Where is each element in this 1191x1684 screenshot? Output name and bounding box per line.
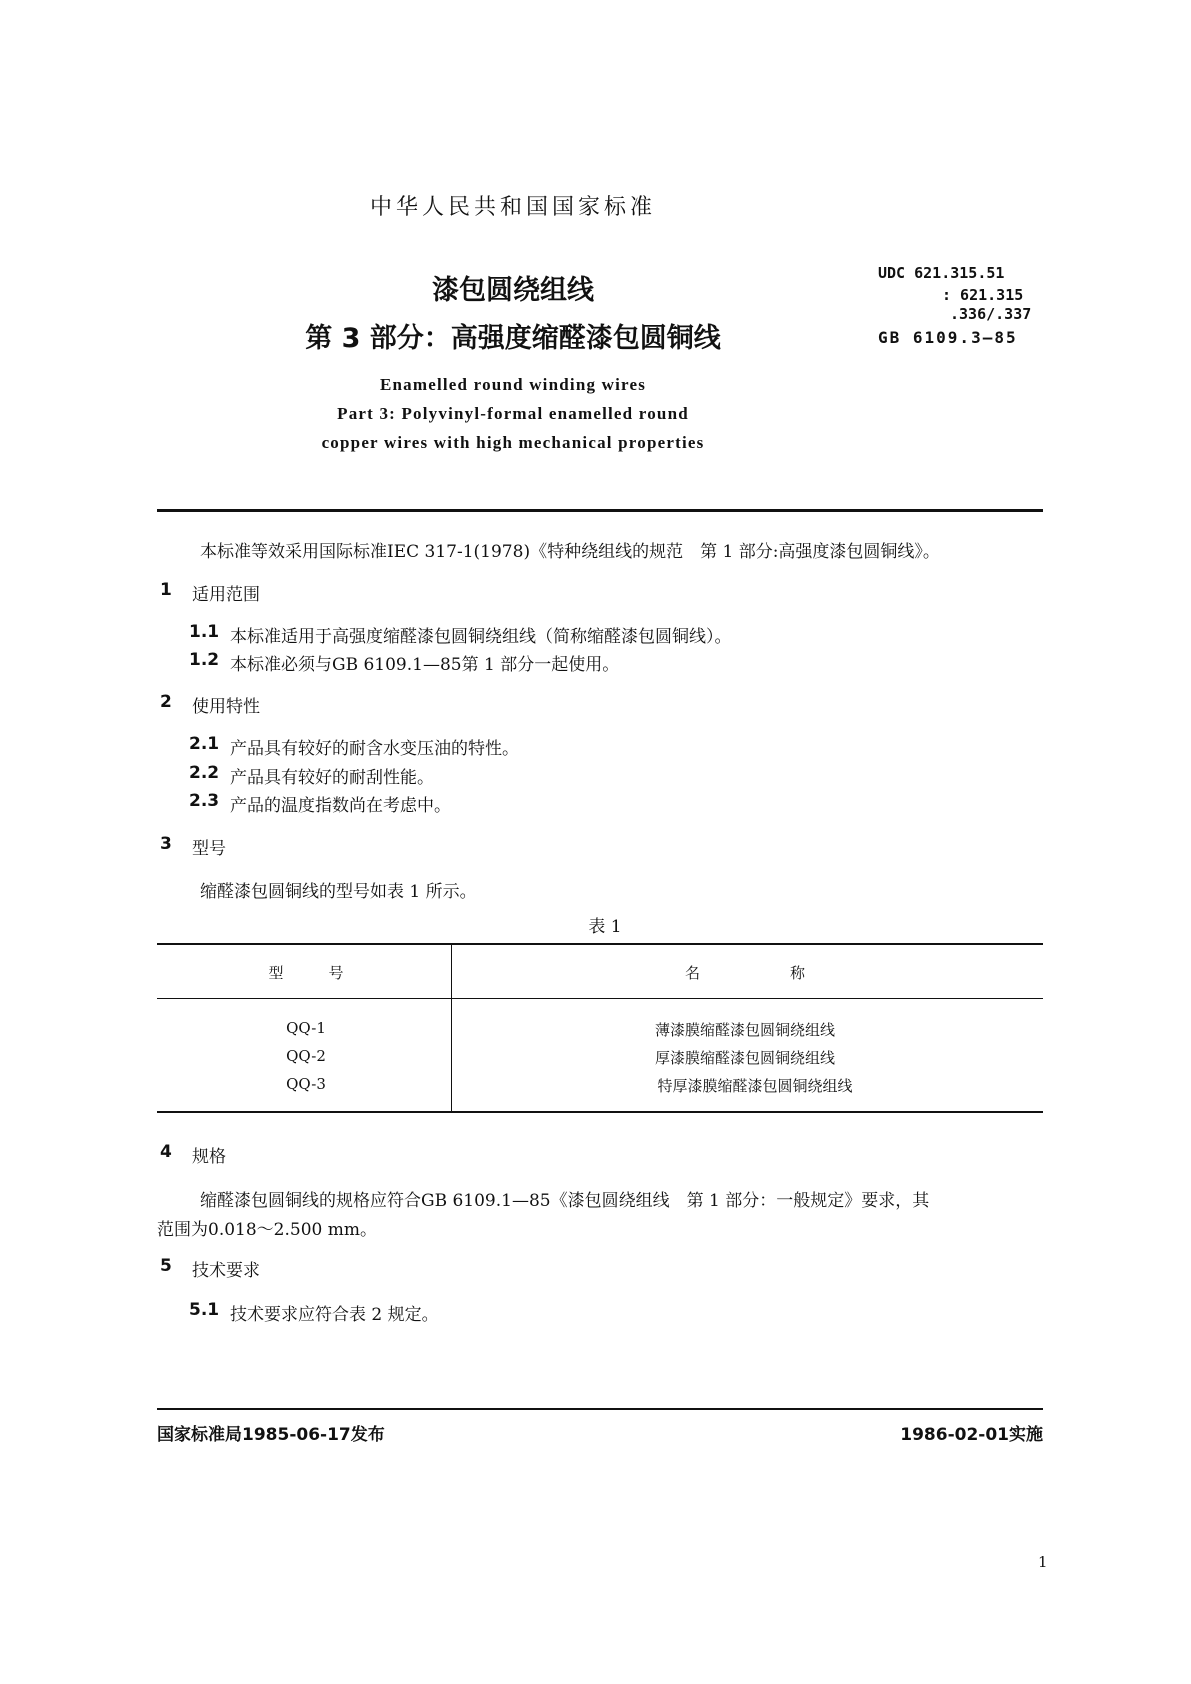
- clause-number: 1.2: [189, 650, 220, 670]
- clause-text: 技术要求应符合表 2 规定。: [230, 1305, 439, 1325]
- clause-number: 1.1: [189, 622, 220, 642]
- standard-code: GB 6109.3—85: [878, 328, 1018, 347]
- title-en-3: copper wires with high mechanical properties: [321, 433, 705, 452]
- section-4-text: 缩醛漆包圆铜线的规格应符合GB 6109.1—85《漆包圆绕组线 第 1 部分：一般规定》要求，其: [200, 1191, 930, 1211]
- table-cell: 特厚漆膜缩醛漆包圆铜绕组线: [657, 1077, 853, 1095]
- title-en-2: Part 3: Polyvinyl-formal enamelled round: [337, 404, 689, 423]
- table-cell: 薄漆膜缩醛漆包圆铜绕组线: [654, 1021, 836, 1039]
- clause-text: 本标准适用于高强度缩醛漆包圆铜绕组线（简称缩醛漆包圆铜线）。: [230, 627, 732, 647]
- clause-text: 产品的温度指数尚在考虑中。: [230, 796, 451, 816]
- table-cell: QQ-2: [286, 1047, 326, 1065]
- section-5-number: 5: [160, 1256, 172, 1276]
- table-cell: QQ-3: [286, 1075, 326, 1093]
- table-cell: QQ-1: [286, 1019, 326, 1037]
- section-4-text-cont: 范围为0.018～2.500 mm。: [157, 1220, 377, 1240]
- clause-number: 2.1: [189, 734, 220, 754]
- effective-date: 1986-02-01实施: [900, 1425, 1043, 1445]
- section-4-number: 4: [160, 1142, 172, 1162]
- section-3-text: 缩醛漆包圆铜线的型号如表 1 所示。: [200, 882, 477, 902]
- issuer: 中华人民共和国国家标准: [369, 195, 657, 220]
- table-caption: 表 1: [588, 917, 622, 937]
- clause-number: 2.3: [189, 791, 220, 811]
- footer-rule: [157, 1408, 1043, 1410]
- clause-number: 5.1: [189, 1300, 220, 1320]
- section-3-number: 3: [160, 834, 172, 854]
- issue-date: 国家标准局1985-06-17发布: [157, 1425, 385, 1445]
- udc-line-1: UDC 621.315.51: [878, 264, 1005, 282]
- header-rule: [157, 509, 1043, 512]
- table-cell: 厚漆膜缩醛漆包圆铜绕组线: [654, 1049, 836, 1067]
- title-en-1: Enamelled round winding wires: [379, 375, 647, 394]
- section-5-title: 技术要求: [192, 1261, 260, 1281]
- clause-text: 本标准必须与GB 6109.1—85第 1 部分一起使用。: [230, 655, 620, 675]
- title-cn-1: 漆包圆绕组线: [432, 275, 594, 306]
- intro-text: 本标准等效采用国际标准IEC 317-1(1978)《特种绕组线的规范 第 1 部分:高强度漆包圆铜线》。: [200, 542, 940, 562]
- section-4-title: 规格: [192, 1147, 226, 1167]
- section-1-number: 1: [160, 580, 172, 600]
- table-header: 名 称: [684, 964, 806, 982]
- section-3-title: 型号: [192, 839, 226, 859]
- clause-text: 产品具有较好的耐刮性能。: [230, 768, 434, 788]
- section-1-title: 适用范围: [192, 585, 260, 605]
- clause-number: 2.2: [189, 763, 220, 783]
- section-2-title: 使用特性: [192, 697, 260, 717]
- udc-line-2: : 621.315: [942, 286, 1024, 304]
- section-2-number: 2: [160, 692, 172, 712]
- table-header: 型 号: [268, 964, 344, 982]
- page-number: 1: [1038, 1553, 1048, 1571]
- clause-text: 产品具有较好的耐含水变压油的特性。: [230, 739, 519, 759]
- title-cn-2: 第 3 部分：高强度缩醛漆包圆铜线: [305, 323, 721, 354]
- udc-line-3: .336/.337: [950, 305, 1032, 323]
